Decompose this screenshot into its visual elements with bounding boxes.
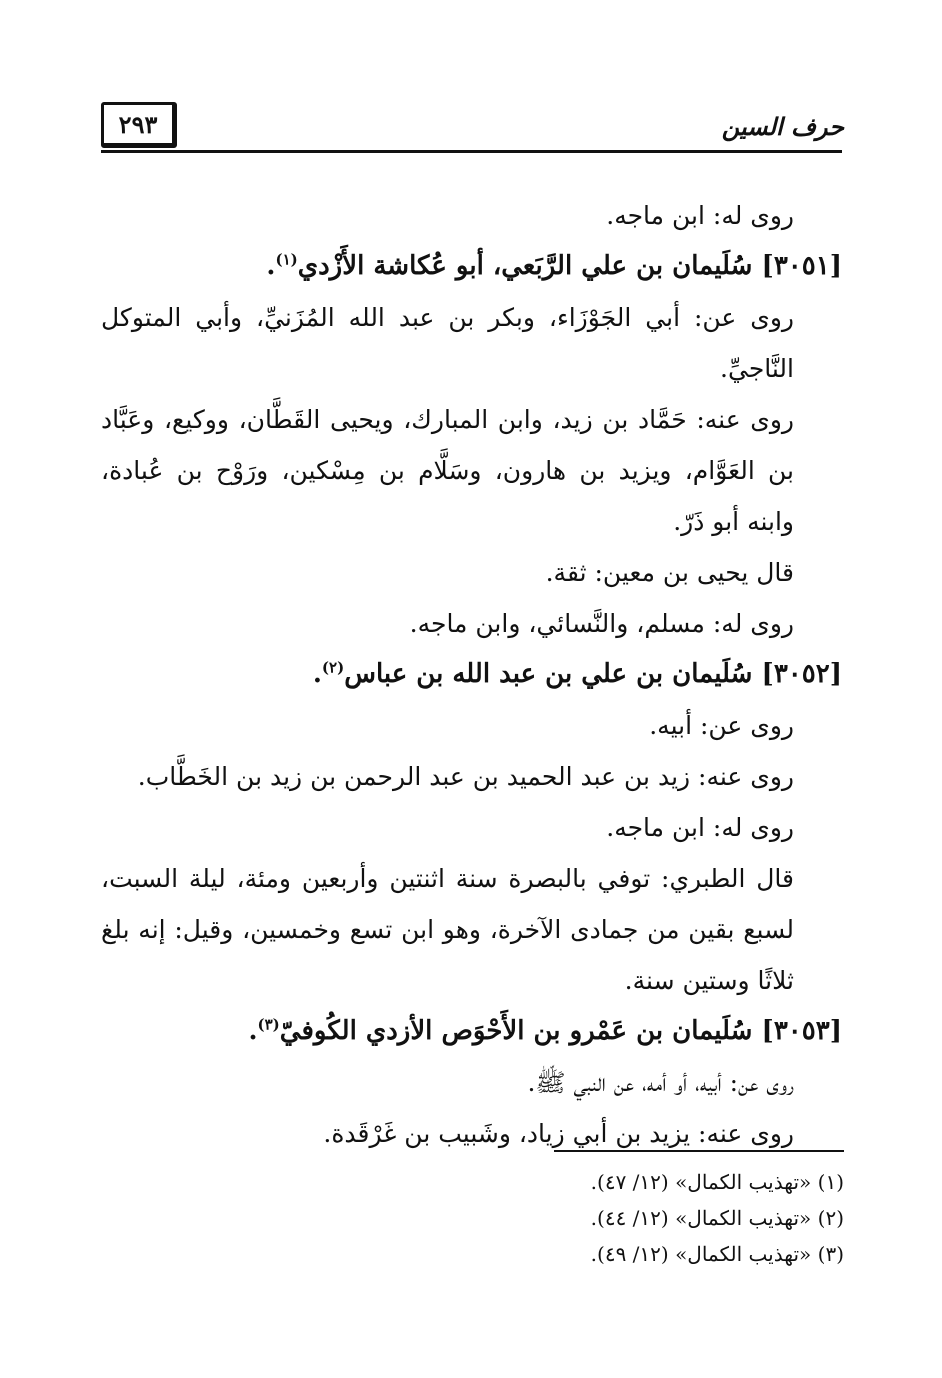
entry-name: سُلَيمان بن علي بن عبد الله بن عباس [344, 659, 753, 689]
footnote: (٣) «تهذيب الكمال» (١٢/ ٤٩). [590, 1242, 844, 1266]
footnote-rule [554, 1150, 844, 1152]
paragraph: روى له: ابن ماجه. [606, 201, 794, 230]
entry-name: سُلَيمان بن عَمْرو بن الأَحْوَص الأزدي الكُوفيّ [279, 1016, 753, 1046]
paragraph: قال الطبري: توفي بالبصرة سنة اثنتين وأربعين ومئة، ليلة السبت، لسبع بقين من جمادى الآخرة، وهو ابن تسع وخمسين، وقيل: إنه بلغ ثلاثًا وستين سنة. [101, 864, 794, 995]
footnote: (٢) «تهذيب الكمال» (١٢/ ٤٤). [590, 1206, 844, 1230]
entry-heading-3051 [101, 241, 842, 292]
running-head: حرف السين [721, 112, 844, 141]
entry-end: . [266, 251, 276, 281]
paragraph: روى له: ابن ماجه. [606, 813, 794, 842]
footnote-ref: (١) [275, 250, 298, 269]
footnote: (١) «تهذيب الكمال» (١٢/ ٤٧). [590, 1170, 844, 1194]
paragraph: روى عن: أبي الجَوْزَاء، وبكر بن عبد الله المُزَنيِّ، وأبي المتوكل النَّاجيِّ. [101, 303, 794, 383]
footnote-ref: (٣) [257, 1015, 280, 1034]
header-rule [101, 150, 842, 153]
paragraph: قال يحيى بن معين: ثقة. [545, 558, 794, 587]
paragraph: روى عن: أبيه. [649, 711, 794, 740]
page-number [101, 102, 177, 148]
entry-heading-3052 [101, 649, 842, 700]
entry-number: [٣٠٥٣] [761, 1016, 842, 1046]
entry-end: . [248, 1016, 258, 1046]
footnote-ref: (٢) [321, 658, 345, 677]
entry-number: [٣٠٥٢] [761, 659, 842, 689]
entry-heading-3053 [101, 1006, 842, 1057]
entry-end: . [312, 659, 322, 689]
entry-name: سُلَيمان بن علي الرَّبَعي، أبو عُكاشة الأَزْدي [297, 251, 753, 281]
page-number-text: ٢٩٣ [118, 109, 158, 139]
entry-number: [٣٠٥١] [761, 251, 842, 281]
paragraph: روى عنه: حَمَّاد بن زيد، وابن المبارك، ويحيى القَطَّان، ووكيع، وعَبَّاد بن العَوَّام، ويزيد بن هارون، وسَلَّام بن مِسْكين، ورَوْح بن عُبادة، وابنه أبو ذَرّ. [101, 405, 794, 536]
paragraph: روى له: مسلم، والنَّسائي، وابن ماجه. [409, 609, 794, 638]
paragraph: روى عن: أبيه، أو أمه، عن النبي ﷺ. [527, 1068, 794, 1097]
main-text [101, 190, 842, 1159]
paragraph: روى عنه: يزيد بن أبي زياد، وشَبيب بن غَرْقَدة. [323, 1119, 794, 1148]
paragraph: روى عنه: زيد بن عبد الحميد بن عبد الرحمن بن زيد بن الخَطَّاب. [137, 762, 794, 791]
footnotes [103, 1164, 844, 1272]
